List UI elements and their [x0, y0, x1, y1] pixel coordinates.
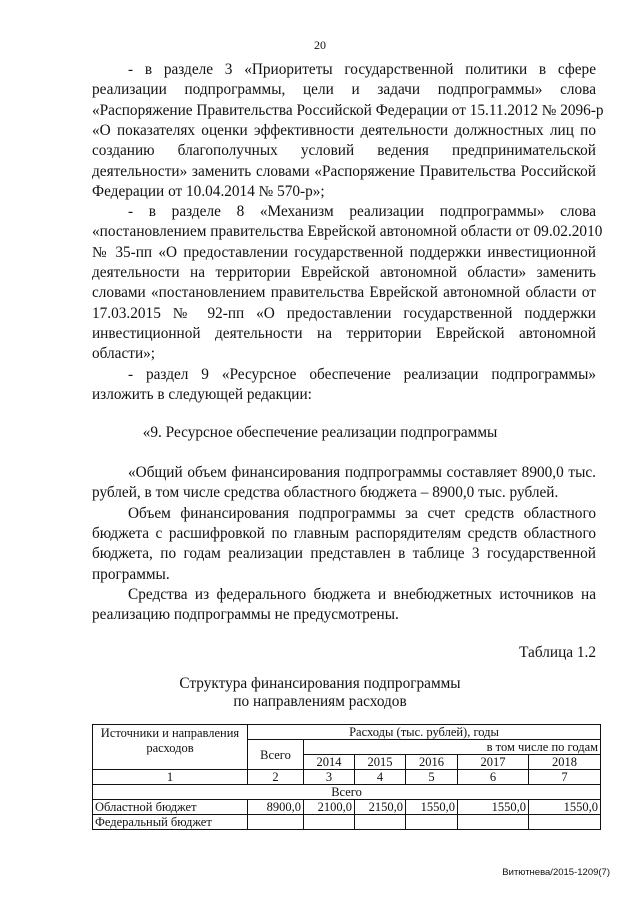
group-cell: Всего: [93, 785, 601, 800]
text-line: деятельности на территории Еврейской автономной области» заменить: [92, 264, 596, 281]
table-column-numbers-row: [93, 770, 601, 785]
text-line: - раздел 9 «Ресурсное обеспечение реализации подпрограммы»: [128, 365, 596, 383]
value-cell: [529, 815, 601, 830]
text-line: - в разделе 8 «Механизм реализации подпрограммы» слова: [128, 203, 596, 221]
col-number-cell: 7: [529, 770, 601, 785]
value-cell: 1550,0: [406, 800, 458, 815]
text-line: реализации подпрограммы, цели и задачи подпрограммы» слова: [92, 81, 596, 99]
text-line: 17.03.2015 № 92-пп «О предоставлении государственной поддержки: [92, 304, 596, 322]
year-cell: 2014: [304, 755, 355, 770]
text-line: Федерации от 10.04.2014 № 570-р»;: [92, 182, 325, 200]
header-source-cell: Источники и направления расходов: [93, 725, 248, 770]
value-cell: [248, 815, 304, 830]
text-line: реализацию подпрограммы не предусмотрены.: [92, 606, 399, 624]
text-line: «О показателях оценки эффективности деятельности должностных лиц по: [92, 121, 596, 139]
col-number-cell: 3: [304, 770, 355, 785]
page-number: 20: [314, 38, 326, 52]
text-line: Объем финансирования подпрограммы за счет средств областного: [128, 504, 596, 522]
year-cell: 2018: [529, 755, 601, 770]
table-title-line-2: по направлениям расходов: [233, 693, 407, 710]
value-cell: 2150,0: [355, 800, 406, 815]
text-line: - в разделе 3 «Приоритеты государственной политики в сфере: [128, 61, 596, 78]
document-footer-code: Витютнева/2015-1209(7): [502, 867, 610, 878]
text-line: «Общий объем финансирования подпрограммы составляет 8900,0 тыс.: [128, 464, 596, 481]
header-including-cell: в том числе по годам: [304, 740, 601, 755]
text-line: бюджета, по годам реализации представлен в таблице 3 государственной: [92, 545, 596, 563]
col-number-cell: 4: [355, 770, 406, 785]
text-line: деятельности» заменить словами «Распоряжение Правительства Российской: [92, 162, 596, 180]
text-line: области»;: [92, 345, 156, 363]
value-cell: 2100,0: [304, 800, 355, 815]
header-expenses-cell: Расходы (тыс. рублей), годы: [248, 725, 601, 740]
value-cell: 8900,0: [248, 800, 304, 815]
table-header-row: [93, 725, 601, 740]
table-label: Таблица 1.2: [519, 644, 596, 661]
value-cell: 1550,0: [458, 800, 529, 815]
col-number-cell: 5: [406, 770, 458, 785]
text-line: словами «постановлением правительства Еврейской автономной области от: [92, 284, 596, 302]
col-number-cell: 6: [458, 770, 529, 785]
text-line: Средства из федерального бюджета и внебюджетных источников на: [128, 585, 596, 603]
financing-table: [92, 724, 601, 830]
text-line: созданию благополучных условий ведения предпринимательской: [92, 142, 596, 160]
text-line: «постановлением правительства Еврейской автономной области от 09.02.2010: [92, 223, 603, 241]
year-cell: 2015: [355, 755, 406, 770]
table-title-line-1: Структура финансирования подпрограммы: [179, 675, 461, 692]
row-label-cell: Областной бюджет: [93, 800, 248, 815]
value-cell: 1550,0: [529, 800, 601, 815]
value-cell: [458, 815, 529, 830]
col-number-cell: 1: [93, 770, 248, 785]
text-line: инвестиционной деятельности на территории Еврейской автономной: [92, 324, 596, 342]
text-line: «Распоряжение Правительства Российской Федерации от 15.11.2012 № 2096-р: [92, 101, 604, 119]
section-heading: «9. Ресурсное обеспечение реализации подпрограммы: [142, 424, 498, 441]
table-row: [93, 800, 601, 815]
row-label-cell: Федеральный бюджет: [93, 815, 248, 830]
year-cell: 2017: [458, 755, 529, 770]
value-cell: [304, 815, 355, 830]
header-total-cell: Всего: [248, 740, 304, 770]
text-line: изложить в следующей редакции:: [92, 385, 312, 403]
table-row: [93, 815, 601, 830]
value-cell: [355, 815, 406, 830]
table-group-row: [93, 785, 601, 800]
text-line: № 35-пп «О предоставлении государственной поддержки инвестиционной: [92, 243, 596, 261]
year-cell: 2016: [406, 755, 458, 770]
value-cell: [406, 815, 458, 830]
col-number-cell: 2: [248, 770, 304, 785]
text-line: программы.: [92, 565, 170, 583]
text-line: рублей, в том числе средства областного бюджета – 8900,0 тыс. рублей.: [92, 484, 559, 502]
text-line: бюджета с расшифровкой по главным распорядителям средств областного: [92, 524, 596, 542]
